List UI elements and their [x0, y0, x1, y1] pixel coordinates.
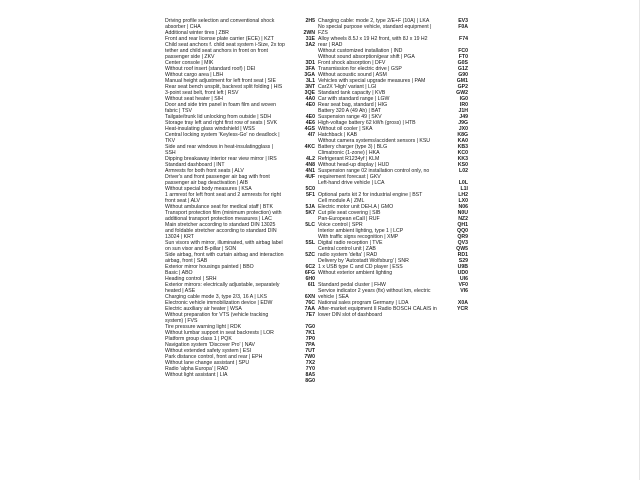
- equipment-code: 7P0: [305, 336, 315, 342]
- equipment-code: U9B: [457, 264, 468, 270]
- equipment-code: N0U: [457, 210, 468, 216]
- equipment-code: 6I1: [307, 282, 315, 288]
- equipment-code: 7UT: [305, 348, 315, 354]
- equipment-row: [165, 378, 315, 384]
- equipment-row: [318, 288, 468, 300]
- equipment-code: 6FG: [304, 270, 315, 276]
- equipment-description: Without extended safety system | ESI: [165, 348, 252, 354]
- equipment-code: 6XN: [304, 294, 315, 300]
- equipment-description: High-voltage battery 62 kWh (gross) | HTB: [318, 120, 416, 126]
- equipment-code: 5LC: [305, 222, 315, 228]
- equipment-description: Refrigerant R1234yf | KLM: [318, 156, 380, 162]
- equipment-code: 4GS: [304, 126, 315, 132]
- equipment-description: Alloy wheels 8.5J x 19 H2 front, with 8J x 19 H2 rear | RAD: [318, 36, 428, 48]
- equipment-description: Climatronic (1-zone) | HKA: [318, 150, 380, 156]
- equipment-description: 1 armrest for left front seat and 2 armrests for right front seat | ALV: [165, 192, 281, 204]
- equipment-description: Charging cable mode 3, type 2/3, 16 A | LKS: [165, 294, 267, 300]
- equipment-row: [318, 36, 468, 48]
- equipment-description: Cut pile seat covering | SIB: [318, 210, 381, 216]
- equipment-code: GP2: [457, 84, 468, 90]
- equipment-code: 7E7: [305, 312, 315, 318]
- equipment-description: Manual height adjustment for left front seat | SIE: [165, 78, 276, 84]
- equipment-description: Without head-up display | HUD: [318, 162, 390, 168]
- equipment-description: Additional winter tires | ZBR: [165, 30, 229, 36]
- equipment-code: 5F1: [306, 192, 315, 198]
- equipment-code: 4E0: [305, 102, 315, 108]
- equipment-code: 4E6: [305, 120, 315, 126]
- equipment-code: EV3: [458, 18, 468, 24]
- equipment-code: FC0: [458, 48, 468, 54]
- equipment-description: Driver's and front passenger air bag with front passenger air bag deactivation | AIB: [165, 174, 270, 186]
- equipment-code: 3NT: [305, 84, 315, 90]
- equipment-description: Driving profile selection and conventional shock absorber | CHA: [165, 18, 275, 30]
- equipment-code: FT0: [458, 54, 468, 60]
- equipment-code: X0A: [457, 300, 468, 306]
- equipment-description: Standard tank capacity | KVB: [318, 90, 386, 96]
- equipment-code: J49: [459, 114, 468, 120]
- equipment-code: 7G0: [305, 324, 315, 330]
- equipment-description: Exterior mirrors: electrically adjustable, separately heated | ASE: [165, 282, 280, 294]
- equipment-description: Without exterior ambient lighting: [318, 270, 393, 276]
- equipment-description: Standard pedal cluster | FHW: [318, 282, 386, 288]
- equipment-description: radio system 'delta' | RAD: [318, 252, 378, 258]
- equipment-description: Sun visors with mirror, illuminated, with airbag label on sun visor and B-pillar | SON: [165, 240, 283, 252]
- equipment-row: [318, 306, 468, 318]
- equipment-code: YCR: [457, 306, 468, 312]
- equipment-row: [165, 144, 315, 156]
- equipment-code: K8G: [457, 132, 468, 138]
- equipment-code: 8G0: [305, 378, 315, 384]
- equipment-description: Optional parts kit 2 for industrial engine | BST: [318, 192, 423, 198]
- equipment-description: Exterior mirror housings painted | BBO: [165, 264, 254, 270]
- equipment-code: 2H5: [305, 18, 315, 24]
- equipment-code: QQ0: [457, 228, 468, 234]
- equipment-description: Tire pressure warning light | RDK: [165, 324, 242, 330]
- equipment-code: 7K1: [305, 330, 315, 336]
- equipment-code: 4KC: [304, 144, 315, 150]
- equipment-description: Without seat heater | SIH: [165, 96, 223, 102]
- equipment-description: Cell module A | ZML: [318, 198, 365, 204]
- equipment-code: L1I: [460, 186, 468, 192]
- equipment-code: 4E0: [305, 114, 315, 120]
- equipment-row: [165, 240, 315, 252]
- equipment-code: F0A: [458, 24, 468, 30]
- equipment-code: QR9: [457, 234, 468, 240]
- equipment-code: KS0: [457, 162, 468, 168]
- equipment-description: Without roof insert (standard roof) | DEI: [165, 66, 256, 72]
- equipment-code: 4UF: [305, 174, 315, 180]
- equipment-description: Front shock absorption | DFV: [318, 60, 386, 66]
- equipment-description: Main stretcher according to standard DIN 13025 and foldable stretcher according to standard DIN 13024 | KRT: [165, 222, 277, 240]
- equipment-description: Without cargo area | LBH: [165, 72, 224, 78]
- equipment-code: 5K7: [305, 210, 315, 216]
- equipment-code: 4N8: [305, 162, 315, 168]
- equipment-description: Dipping breakaway interior rear view mirror | IRS: [165, 156, 277, 162]
- equipment-description: Side and rear windows in heat-insulatingglass | SSH: [165, 144, 274, 156]
- equipment-description: With traffic signs recognition | XMP: [318, 234, 399, 240]
- equipment-description: Child seat anchors f. child seat system i-Size, 2x top tether and child seat anchors in front on front passenger side | ZKV: [165, 42, 285, 60]
- equipment-description: Charging cable: mode 2, type 2/E+F (10A) | LKA: [318, 18, 430, 24]
- equipment-code: VI6: [460, 288, 468, 294]
- equipment-description: Without customized installation | IND: [318, 48, 403, 54]
- equipment-description: Without preparation for VTS (vehicle tracking system) | FVS: [165, 312, 269, 324]
- equipment-description: Digital radio reception | TVE: [318, 240, 383, 246]
- equipment-code: 3FA: [305, 66, 315, 72]
- equipment-description: Without acoustic sound | ASM: [318, 72, 387, 78]
- equipment-description: Without sound absorption/gear shift | PGA: [318, 54, 415, 60]
- equipment-description: Front and rear license plate carrier (ECE) | KZT: [165, 36, 274, 42]
- equipment-code: KK3: [457, 156, 468, 162]
- equipment-description: Left-hand drive vehicle | LCA: [318, 180, 385, 186]
- equipment-description: National sales program Germany | LDA: [318, 300, 409, 306]
- equipment-row: [165, 174, 315, 186]
- equipment-description: Without special body measures | KSA: [165, 186, 252, 192]
- equipment-code: 5C0: [305, 186, 315, 192]
- equipment-description: Vehicles with special upgrade measures | PAM: [318, 78, 426, 84]
- equipment-description: Interior ambient lighting, type 1 | LCP: [318, 228, 404, 234]
- equipment-code: 5ZC: [305, 252, 315, 258]
- equipment-code: LH2: [458, 192, 468, 198]
- equipment-description: Delivery by 'Autostadt Wolfsburg' | SNR: [318, 258, 409, 264]
- equipment-description: Heading control | SRH: [165, 276, 217, 282]
- equipment-code: 4A0: [305, 96, 315, 102]
- equipment-code: 6H0: [305, 276, 315, 282]
- equipment-description: 1 x USB type C and CD player | ESS: [318, 264, 403, 270]
- equipment-code: L0L: [458, 180, 468, 186]
- equipment-code: JX0: [458, 126, 468, 132]
- equipment-code: 76C: [305, 300, 315, 306]
- equipment-description: Suspension range 49 | SKV: [318, 114, 382, 120]
- equipment-description: Transport protection film (minimum protection) with additional transport protection measures | LAC: [165, 210, 282, 222]
- equipment-description: Without lumbar support in seat backrests | LOR: [165, 330, 274, 336]
- equipment-description: Door and side trim panel in foam film and woven fabric | TSV: [165, 102, 277, 114]
- equipment-row: [165, 210, 315, 222]
- equipment-description: Pan-European eCall | RUF: [318, 216, 380, 222]
- equipment-description: Central locking system 'Keyless-Go' no deadlock | TKV: [165, 132, 280, 144]
- equipment-code: IR0: [459, 102, 468, 108]
- equipment-code: NZ2: [458, 216, 468, 222]
- equipment-description: Radio 'alpha Europa' | RAD: [165, 366, 229, 372]
- equipment-description: Without light assistant | LIA: [165, 372, 228, 378]
- equipment-description: Platform group class 1 | PQK: [165, 336, 232, 342]
- equipment-description: Battery charger (type 3) | BLG: [318, 144, 388, 150]
- equipment-description: Park distance control, front and rear | EPH: [165, 354, 263, 360]
- equipment-description: After-market equipment II Radio BOSCH CALAIS in lower DIN slot of dashboard: [318, 306, 437, 318]
- equipment-description: 3-point seat belt, front left | RSV: [165, 90, 239, 96]
- equipment-code: 3GA: [304, 72, 315, 78]
- equipment-code: 5SL: [305, 240, 315, 246]
- equipment-code: 3L1: [306, 78, 315, 84]
- equipment-description: Standard dashboard | INT: [165, 162, 225, 168]
- equipment-row: [165, 102, 315, 114]
- equipment-description: Car2X 'High' variant | LGI: [318, 84, 377, 90]
- equipment-row: [165, 192, 315, 204]
- equipment-description: Transmission for electric drive | GSP: [318, 66, 402, 72]
- equipment-code: 4N1: [305, 168, 315, 174]
- equipment-code: 4L2: [306, 156, 315, 162]
- equipment-description: Heat-insulating glass windshield | WSS: [165, 126, 255, 132]
- equipment-description: Storage tray left and right first row of seats | SVK: [165, 120, 278, 126]
- equipment-code: UI6: [459, 276, 468, 282]
- equipment-code: GM1: [456, 78, 468, 84]
- equipment-code: QW5: [456, 246, 468, 252]
- equipment-description: Car with standard range | LGW: [318, 96, 390, 102]
- equipment-code: 7Y0: [305, 366, 315, 372]
- equipment-code: KA0: [457, 138, 468, 144]
- equipment-row: [318, 168, 468, 180]
- equipment-code: QV3: [457, 240, 468, 246]
- equipment-code: QH1: [457, 222, 468, 228]
- equipment-description: Without camera systems/accident sensors | KSU: [318, 138, 431, 144]
- equipment-code: F74: [459, 36, 468, 42]
- equipment-code: J9G: [458, 120, 468, 126]
- equipment-code: UD0: [457, 270, 468, 276]
- equipment-code: 7AA: [304, 306, 315, 312]
- equipment-code: 31E: [305, 36, 315, 42]
- equipment-description: Suspension range 02 installation control only, no requirement forecast | GKV: [318, 168, 430, 180]
- equipment-description: Rear seat bench unsplit, backrest split folding | HIS: [165, 84, 283, 90]
- equipment-description: Central control unit | ZAB: [318, 246, 376, 252]
- equipment-code: J1H: [458, 108, 468, 114]
- equipment-code: 2WN: [303, 30, 315, 36]
- equipment-row: [165, 282, 315, 294]
- equipment-code: 3A2: [305, 42, 315, 48]
- equipment-code: 7W0: [304, 354, 315, 360]
- equipment-code: VF0: [458, 282, 468, 288]
- equipment-code: RD1: [457, 252, 468, 258]
- equipment-description: Hatchback | KAB: [318, 132, 358, 138]
- equipment-code: 7PA: [305, 342, 315, 348]
- equipment-row: [165, 252, 315, 264]
- equipment-row: [318, 24, 468, 36]
- equipment-code: KC0: [457, 150, 468, 156]
- equipment-description: Voice control | SPR: [318, 222, 363, 228]
- equipment-code: 4I7: [307, 132, 315, 138]
- equipment-description: Armrests for both front seats | ALV: [165, 168, 244, 174]
- equipment-description: Electric motor unit DEH.A | GMO: [318, 204, 394, 210]
- equipment-row: [165, 222, 315, 240]
- equipment-code: 5JA: [305, 204, 315, 210]
- equipment-description: No special purpose vehicle, standard equipment | FZS: [318, 24, 432, 36]
- equipment-code: S29: [458, 258, 468, 264]
- right-equipment-column: [318, 18, 468, 318]
- equipment-code: 7X2: [305, 360, 315, 366]
- equipment-description: Electronic vehicle immobilization device | EDW: [165, 300, 273, 306]
- equipment-description: Tailgate/trunk lid unlocking from outside | SDH: [165, 114, 272, 120]
- equipment-code: G90: [458, 72, 468, 78]
- equipment-code: 3D1: [305, 60, 315, 66]
- equipment-row: [165, 42, 315, 60]
- equipment-description: Side airbag, front with curtain airbag and interaction airbag, front | SAB: [165, 252, 284, 264]
- equipment-code: G1Z: [457, 66, 468, 72]
- equipment-code: KB3: [457, 144, 468, 150]
- equipment-description: Rear seat bag, standard | HIG: [318, 102, 388, 108]
- equipment-code: G0S: [457, 60, 468, 66]
- equipment-description: Basic | ABO: [165, 270, 193, 276]
- equipment-description: Without lane change assistant | SPU: [165, 360, 250, 366]
- equipment-description: Center console | MIK: [165, 60, 214, 66]
- equipment-row: [165, 18, 315, 30]
- equipment-description: Electric auxiliary air heater | WSA: [165, 306, 242, 312]
- equipment-code: 3QE: [304, 90, 315, 96]
- equipment-row: [165, 312, 315, 324]
- equipment-description: Without oil cooler | SKA: [318, 126, 373, 132]
- equipment-code: 8A5: [305, 372, 315, 378]
- equipment-code: IG0: [459, 96, 468, 102]
- equipment-description: Without ambulance seat for medical staff | BTK: [165, 204, 273, 210]
- equipment-code: GW2: [456, 90, 468, 96]
- equipment-code: LX0: [458, 198, 468, 204]
- equipment-code: 6C2: [305, 264, 315, 270]
- equipment-code: L02: [459, 168, 468, 174]
- equipment-row: [165, 132, 315, 144]
- equipment-code: N06: [458, 204, 468, 210]
- equipment-description: Battery 320 A (49 Ah) | BAT: [318, 108, 381, 114]
- equipment-description: Navigation system 'Discover Pro' | NAV: [165, 342, 256, 348]
- equipment-description: Service indicator 2 years (fix) without km, electric vehicle | SEA: [318, 288, 431, 300]
- left-equipment-column: [165, 18, 315, 384]
